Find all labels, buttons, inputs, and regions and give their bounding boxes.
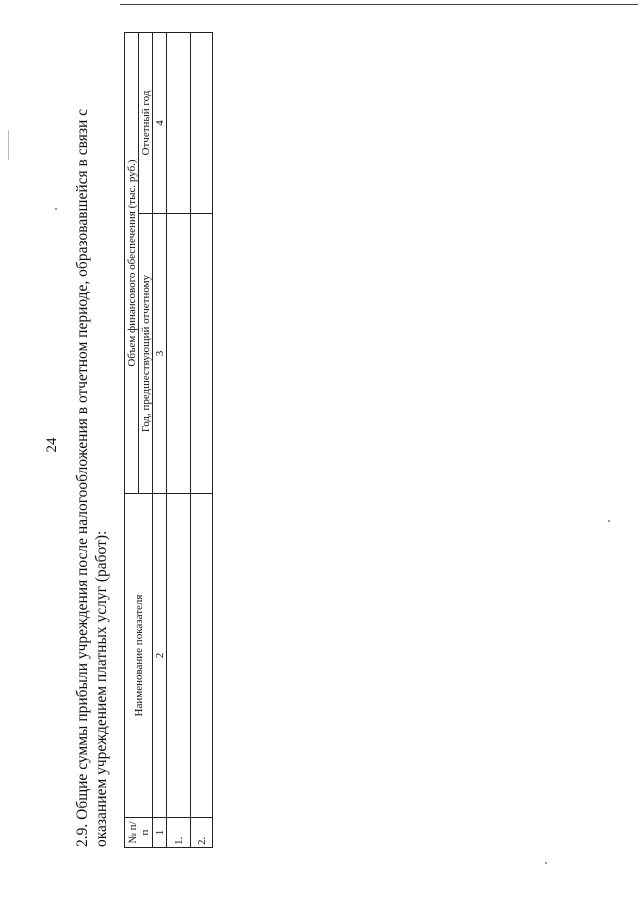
profit-table	[124, 32, 213, 848]
header-num: № п/п	[125, 818, 153, 848]
header-name: Наименование показателя	[125, 494, 153, 818]
header-row-top	[125, 33, 139, 848]
row-report-year	[167, 33, 191, 214]
table-row	[191, 33, 213, 848]
page-number: 24	[44, 437, 60, 453]
header-volume-group: Объем финансового обеспечения (тыс. руб.)	[125, 33, 139, 494]
row-prev-year	[191, 214, 213, 494]
row-report-year	[191, 33, 213, 214]
column-number: 1	[153, 818, 167, 848]
column-number: 3	[153, 214, 167, 494]
row-prev-year	[167, 214, 191, 494]
column-number-row	[153, 33, 167, 848]
header-prev-year: Год, предшествующий отчетному	[139, 214, 153, 494]
column-number: 2	[153, 494, 167, 818]
header-report-year: Отчетный год	[139, 33, 153, 214]
column-number: 4	[153, 33, 167, 214]
row-name	[167, 494, 191, 818]
row-name	[191, 494, 213, 818]
section-title: 2.9. Общие суммы прибыли учреждения после налогообложения в отчетном периоде, образовавшейся в связи с оказанием учреждением платных услуг (работ):	[74, 108, 110, 847]
row-num: 2.	[191, 818, 213, 848]
row-num: 1.	[167, 818, 191, 848]
table-row	[167, 33, 191, 848]
